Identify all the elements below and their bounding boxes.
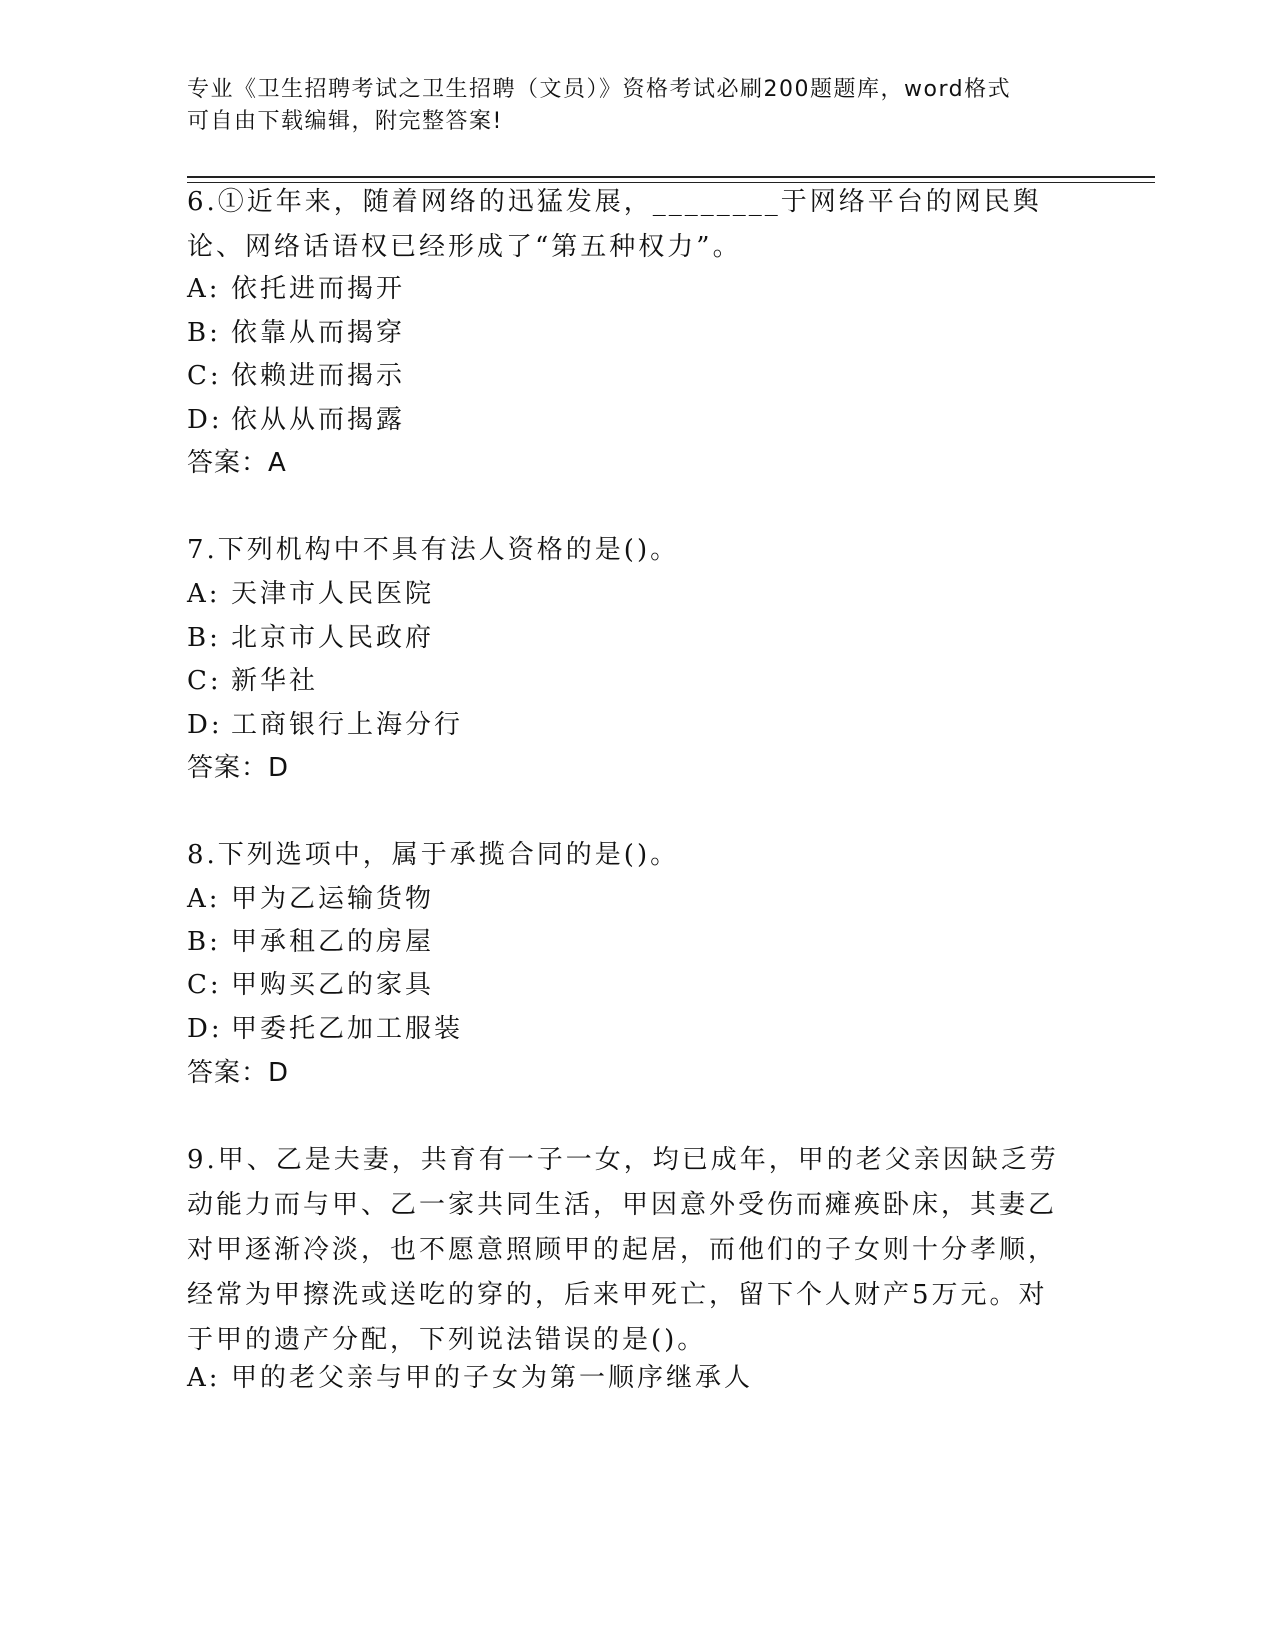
option-letter: C: [187, 970, 222, 1000]
option-text: 甲委托乙加工服装 [231, 1014, 464, 1044]
option-letter: A: [187, 884, 221, 914]
option-text: 甲承租乙的房屋 [231, 927, 435, 957]
question-6-option-b [187, 311, 1067, 356]
question-7-option-d [187, 703, 1067, 748]
header-divider-thick [187, 176, 1155, 178]
option-text: 依靠从而揭穿 [231, 318, 406, 348]
option-letter: D: [187, 710, 223, 740]
question-9-option-a [187, 1356, 1067, 1401]
option-text: 工商银行上海分行 [231, 710, 464, 740]
question-8-option-c [187, 963, 1067, 1008]
question-8-option-d [187, 1007, 1067, 1052]
option-letter: D: [187, 1014, 223, 1044]
question-6-answer: 答案：A [187, 448, 287, 478]
option-text: 依托进而揭开 [231, 274, 406, 304]
option-letter: B: [187, 318, 221, 348]
option-text: 甲的老父亲与甲的子女为第一顺序继承人 [231, 1363, 754, 1393]
option-text: 甲为乙运输货物 [231, 884, 435, 914]
option-letter: D: [187, 405, 223, 435]
question-6-text: 6.①近年来，随着网络的迅猛发展，________于网络平台的网民舆论、网络话语权已经形成了“第五种权力”。 [187, 187, 1042, 262]
option-letter: A: [187, 1363, 221, 1393]
question-7-text: 7.下列机构中不具有法人资格的是()。 [187, 535, 680, 565]
question-7-option-b [187, 616, 1067, 661]
option-letter: A: [187, 274, 221, 304]
option-text: 天津市人民医院 [231, 579, 435, 609]
option-letter: A: [187, 579, 221, 609]
question-6-option-c [187, 354, 1067, 399]
option-text: 依赖进而揭示 [231, 361, 406, 391]
question-7-answer: 答案：D [187, 753, 290, 783]
question-9-text: 9.甲、乙是夫妻，共育有一子一女，均已成年，甲的老父亲因缺乏劳动能力而与甲、乙一家共同生活，甲因意外受伤而瘫痪卧床，其妻乙对甲逐渐冷淡，也不愿意照顾甲的起居，而他们的子女则十分孝顺，经常为甲擦洗或送吃的穿的，后来甲死亡，留下个人财产5万元。对于甲的遗产分配，下列说法错误的是()。 [187, 1145, 1059, 1355]
question-6-option-a [187, 267, 1067, 312]
option-letter: B: [187, 623, 221, 653]
header-subtitle-line: 可自由下载编辑，附完整答案! [187, 109, 503, 134]
question-8-option-b [187, 920, 1067, 965]
question-7-option-c [187, 659, 1067, 704]
question-6-option-d [187, 398, 1067, 443]
option-text: 依从从而揭露 [231, 405, 406, 435]
option-text: 北京市人民政府 [231, 623, 435, 653]
document-header [187, 74, 1067, 138]
option-text: 甲购买乙的家具 [231, 970, 435, 1000]
question-8-text: 8.下列选项中，属于承揽合同的是()。 [187, 840, 680, 870]
question-8-option-a [187, 877, 1067, 922]
option-letter: B: [187, 927, 221, 957]
question-7-option-a [187, 572, 1067, 617]
option-letter: C: [187, 666, 222, 696]
header-title-line: 专业《卫生招聘考试之卫生招聘（文员）》资格考试必刷200题题库，word格式 [187, 77, 1012, 102]
question-8-answer: 答案：D [187, 1058, 290, 1088]
option-text: 新华社 [231, 666, 319, 696]
option-letter: C: [187, 361, 222, 391]
